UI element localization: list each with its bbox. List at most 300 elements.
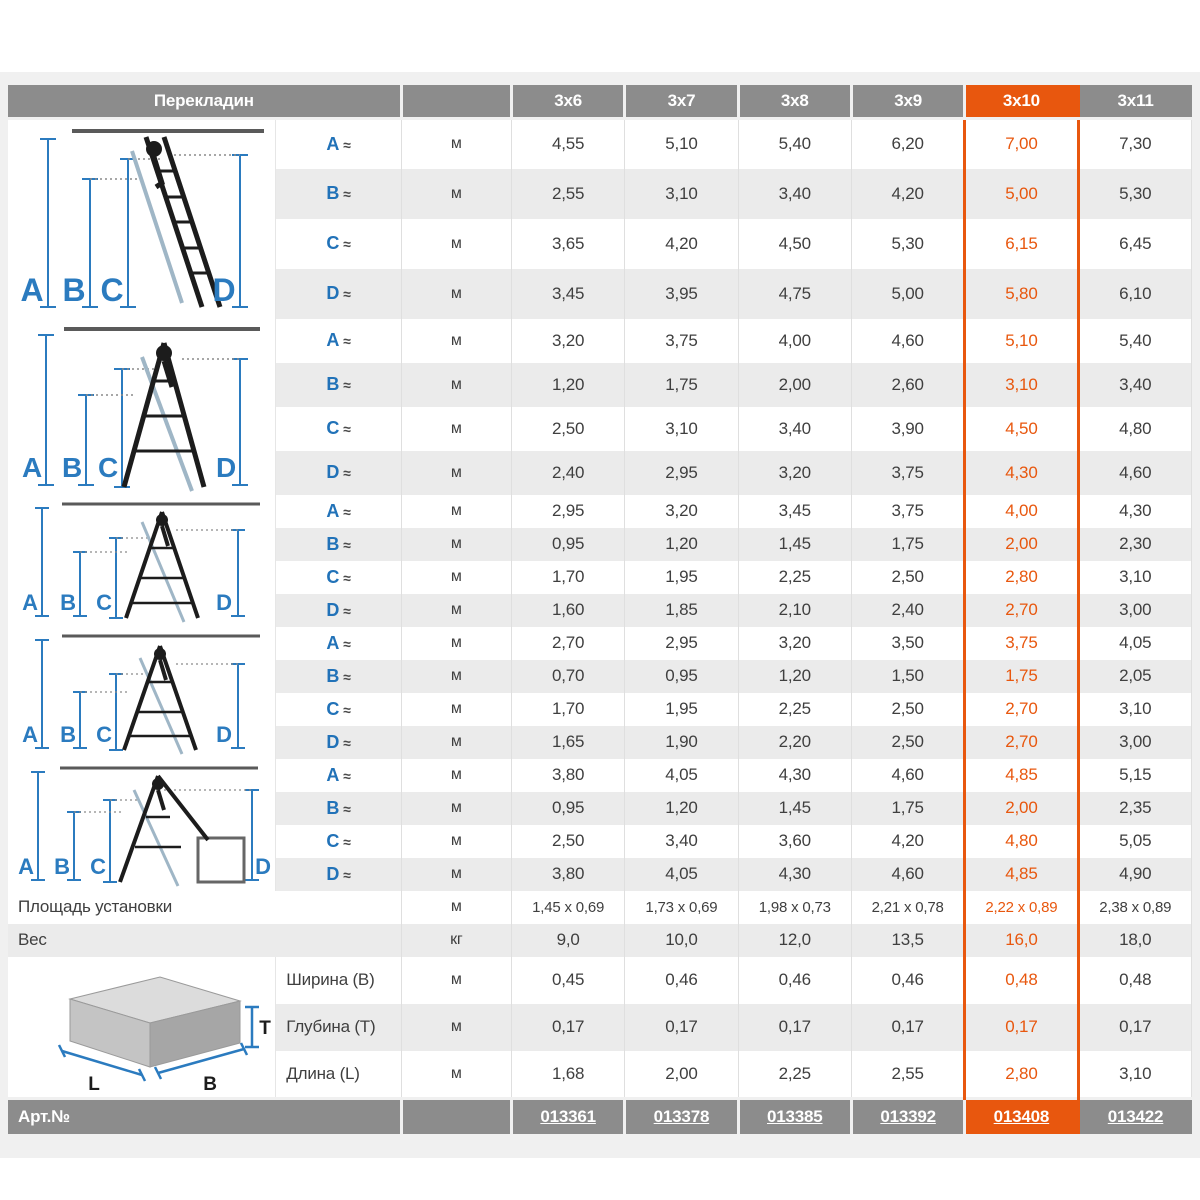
unit-label: м <box>401 792 511 825</box>
measure-letter-cell <box>276 119 401 169</box>
value-cell: 1,75 <box>851 528 964 561</box>
value-cell: 1,45 <box>738 792 851 825</box>
stepladder-diagram <box>12 498 272 624</box>
weight-row-label: Вес <box>8 924 401 957</box>
measure-letter: B <box>326 665 340 686</box>
measure-letter-cell <box>276 561 401 594</box>
value-cell: 1,20 <box>511 363 624 407</box>
diagram-label-c: C <box>97 451 118 483</box>
value-cell: 3,95 <box>625 269 738 319</box>
value-cell: 0,17 <box>738 1004 851 1051</box>
value-cell: 0,95 <box>511 528 624 561</box>
value-cell: 3,80 <box>511 759 624 792</box>
value-cell: 3,65 <box>511 219 624 269</box>
article-cell <box>511 1098 624 1134</box>
unit-label: м <box>401 627 511 660</box>
measure-letter: B <box>326 797 340 818</box>
value-cell: 4,05 <box>1078 627 1191 660</box>
value-cell: 4,30 <box>738 759 851 792</box>
value-cell: 0,95 <box>625 660 738 693</box>
unit-label: м <box>401 219 511 269</box>
value-cell: 2,50 <box>851 726 964 759</box>
stepladder-on-box-diagram <box>12 762 272 888</box>
diagram-label-a: A <box>21 451 42 483</box>
approx-symbol: ≈ <box>343 186 351 202</box>
value-cell: 2,00 <box>965 792 1078 825</box>
value-cell: 10,0 <box>625 924 738 957</box>
dimension-row <box>8 957 1192 1004</box>
diagram-label-d: D <box>254 853 271 879</box>
diagram-label-a: A <box>17 853 34 879</box>
approx-symbol: ≈ <box>343 701 351 718</box>
package-label-t: T <box>258 1017 271 1039</box>
value-cell: 0,17 <box>965 1004 1078 1051</box>
value-cell: 3,45 <box>738 495 851 528</box>
value-cell: 1,73 x 0,69 <box>625 891 738 924</box>
header-row <box>8 85 1192 119</box>
value-cell: 0,17 <box>851 1004 964 1051</box>
unit-label: м <box>401 1051 511 1098</box>
unit-label: м <box>401 319 511 363</box>
value-cell: 16,0 <box>965 924 1078 957</box>
value-cell: 5,15 <box>1078 759 1191 792</box>
value-cell: 2,10 <box>738 594 851 627</box>
value-cell: 6,20 <box>851 119 964 169</box>
unit-label: м <box>401 594 511 627</box>
value-cell: 4,05 <box>625 858 738 891</box>
value-cell: 12,0 <box>738 924 851 957</box>
approx-symbol: ≈ <box>343 236 351 252</box>
value-cell: 1,75 <box>625 363 738 407</box>
value-cell: 1,20 <box>625 792 738 825</box>
value-cell: 0,17 <box>1078 1004 1191 1051</box>
unit-label: м <box>401 759 511 792</box>
header-size-3x11: 3x11 <box>1078 85 1191 119</box>
article-cell <box>625 1098 738 1134</box>
value-cell: 4,60 <box>1078 451 1191 495</box>
unit-label: м <box>401 957 511 1004</box>
value-cell: 5,10 <box>965 319 1078 363</box>
measure-letter-cell <box>276 169 401 219</box>
article-link[interactable]: 013378 <box>653 1106 710 1126</box>
value-cell: 4,80 <box>965 825 1078 858</box>
measure-letter-cell <box>276 451 401 495</box>
value-cell: 2,50 <box>851 693 964 726</box>
unit-label: м <box>401 451 511 495</box>
measure-letter-cell <box>276 792 401 825</box>
value-cell: 4,60 <box>851 319 964 363</box>
measure-letter: D <box>326 731 340 752</box>
value-cell: 1,70 <box>511 693 624 726</box>
measure-letter: C <box>326 418 340 438</box>
value-cell: 3,20 <box>625 495 738 528</box>
unit-label: м <box>401 407 511 451</box>
ladder-diagram-5 <box>8 759 276 891</box>
value-cell: 2,35 <box>1078 792 1191 825</box>
value-cell: 1,50 <box>851 660 964 693</box>
value-cell: 2,95 <box>511 495 624 528</box>
value-cell: 5,05 <box>1078 825 1191 858</box>
diagram-label-b: B <box>59 721 76 747</box>
value-cell: 1,75 <box>965 660 1078 693</box>
measure-letter-cell <box>276 726 401 759</box>
approx-symbol: ≈ <box>343 602 351 619</box>
approx-symbol: ≈ <box>343 377 351 393</box>
value-cell: 4,75 <box>738 269 851 319</box>
measure-row <box>8 759 1192 792</box>
value-cell: 4,50 <box>965 407 1078 451</box>
value-cell: 2,70 <box>965 594 1078 627</box>
value-cell: 2,20 <box>738 726 851 759</box>
diagram-label-a: A <box>20 272 44 309</box>
measure-letter-cell <box>276 219 401 269</box>
measure-row <box>8 119 1192 169</box>
value-cell: 4,60 <box>851 759 964 792</box>
unit-label: м <box>401 363 511 407</box>
value-cell: 3,90 <box>851 407 964 451</box>
measure-letter: C <box>326 830 340 851</box>
value-cell: 4,20 <box>851 825 964 858</box>
value-cell: 4,05 <box>625 759 738 792</box>
value-cell: 3,10 <box>965 363 1078 407</box>
value-cell: 4,00 <box>738 319 851 363</box>
value-cell: 2,00 <box>965 528 1078 561</box>
unit-label: м <box>401 528 511 561</box>
value-cell: 2,60 <box>851 363 964 407</box>
measure-letter: A <box>326 632 340 653</box>
value-cell: 3,10 <box>1078 693 1191 726</box>
approx-symbol: ≈ <box>343 833 351 850</box>
measure-letter-cell <box>276 693 401 726</box>
value-cell: 1,68 <box>511 1051 624 1098</box>
unit-label: м <box>401 269 511 319</box>
value-cell: 2,55 <box>851 1051 964 1098</box>
article-link[interactable]: 013361 <box>540 1106 596 1126</box>
value-cell: 6,45 <box>1078 219 1191 269</box>
article-cell <box>738 1098 851 1134</box>
value-cell: 3,10 <box>1078 561 1191 594</box>
measure-letter-cell <box>276 269 401 319</box>
diagram-label-d: D <box>215 721 232 747</box>
value-cell: 2,50 <box>511 407 624 451</box>
article-link[interactable]: 013408 <box>993 1106 1050 1126</box>
value-cell: 1,20 <box>625 528 738 561</box>
page-top-spacer <box>0 0 1200 72</box>
value-cell: 13,5 <box>851 924 964 957</box>
value-cell: 0,46 <box>851 957 964 1004</box>
value-cell: 4,85 <box>965 858 1078 891</box>
ladder-spec-table <box>8 85 1192 1134</box>
measure-letter: D <box>326 863 340 884</box>
approx-symbol: ≈ <box>343 734 351 751</box>
measure-letter: C <box>326 233 340 253</box>
value-cell: 2,22 x 0,89 <box>965 891 1078 924</box>
approx-symbol: ≈ <box>343 421 351 437</box>
value-cell: 4,60 <box>851 858 964 891</box>
approx-symbol: ≈ <box>343 668 351 685</box>
value-cell: 2,25 <box>738 1051 851 1098</box>
value-cell: 1,95 <box>625 693 738 726</box>
value-cell: 2,80 <box>965 561 1078 594</box>
ladder-diagram-2 <box>8 319 276 495</box>
unit-label: м <box>401 660 511 693</box>
unit-label: м <box>401 495 511 528</box>
table-panel <box>0 72 1200 1158</box>
value-cell: 0,45 <box>511 957 624 1004</box>
measure-letter-cell <box>276 363 401 407</box>
measure-letter: A <box>326 500 340 521</box>
value-cell: 4,30 <box>738 858 851 891</box>
approx-symbol: ≈ <box>343 536 351 553</box>
measure-letter-cell <box>276 319 401 363</box>
unit-label: м <box>401 561 511 594</box>
dimension-label: Длина (L) <box>276 1051 401 1098</box>
approx-symbol: ≈ <box>343 503 351 520</box>
package-label-b: B <box>202 1073 217 1095</box>
value-cell: 5,10 <box>625 119 738 169</box>
value-cell: 6,10 <box>1078 269 1191 319</box>
value-cell: 7,00 <box>965 119 1078 169</box>
approx-symbol: ≈ <box>343 333 351 349</box>
measure-letter-cell <box>276 858 401 891</box>
value-cell: 1,70 <box>511 561 624 594</box>
value-cell: 3,45 <box>511 269 624 319</box>
leaning-ladder-diagram <box>12 121 272 317</box>
unit-label: м <box>401 726 511 759</box>
value-cell: 2,00 <box>625 1051 738 1098</box>
value-cell: 2,25 <box>738 693 851 726</box>
value-cell: 5,40 <box>738 119 851 169</box>
value-cell: 18,0 <box>1078 924 1191 957</box>
value-cell: 4,50 <box>738 219 851 269</box>
value-cell: 2,80 <box>965 1051 1078 1098</box>
header-size-3x7: 3x7 <box>625 85 738 119</box>
value-cell: 2,05 <box>1078 660 1191 693</box>
stepladder-extension-diagram <box>12 321 272 493</box>
installation-area-row-label: Площадь установки <box>8 891 401 924</box>
value-cell: 3,50 <box>851 627 964 660</box>
value-cell: 4,20 <box>851 169 964 219</box>
approx-symbol: ≈ <box>343 800 351 817</box>
value-cell: 4,55 <box>511 119 624 169</box>
header-size-3x8: 3x8 <box>738 85 851 119</box>
value-cell: 4,30 <box>965 451 1078 495</box>
value-cell: 2,21 x 0,78 <box>851 891 964 924</box>
measure-letter-cell <box>276 660 401 693</box>
value-cell: 5,00 <box>851 269 964 319</box>
measure-letter-cell <box>276 594 401 627</box>
value-cell: 1,45 x 0,69 <box>511 891 624 924</box>
value-cell: 3,20 <box>738 627 851 660</box>
unit-label: м <box>401 169 511 219</box>
measure-letter: D <box>326 462 340 482</box>
measure-letter-cell <box>276 495 401 528</box>
value-cell: 7,30 <box>1078 119 1191 169</box>
diagram-label-b: B <box>62 272 86 309</box>
diagram-label-d: D <box>212 272 236 309</box>
measure-letter: D <box>326 599 340 620</box>
article-link[interactable]: 013385 <box>767 1106 823 1126</box>
value-cell: 0,48 <box>965 957 1078 1004</box>
diagram-label-c: C <box>100 272 124 309</box>
value-cell: 1,60 <box>511 594 624 627</box>
value-cell: 2,30 <box>1078 528 1191 561</box>
value-cell: 3,00 <box>1078 594 1191 627</box>
value-cell: 1,90 <box>625 726 738 759</box>
value-cell: 1,20 <box>738 660 851 693</box>
value-cell: 0,17 <box>511 1004 624 1051</box>
measure-letter: B <box>326 183 340 203</box>
value-cell: 3,40 <box>738 407 851 451</box>
measure-row <box>8 495 1192 528</box>
measure-letter: C <box>326 566 340 587</box>
measure-row <box>8 627 1192 660</box>
value-cell: 2,50 <box>851 561 964 594</box>
measure-letter: A <box>326 330 340 350</box>
diagram-label-b: B <box>59 589 76 615</box>
installation-area-row <box>8 891 1192 924</box>
approx-symbol: ≈ <box>343 635 351 652</box>
value-cell: 3,60 <box>738 825 851 858</box>
article-link[interactable]: 013422 <box>1107 1106 1164 1126</box>
article-cell <box>851 1098 964 1134</box>
dimension-label: Глубина (T) <box>276 1004 401 1051</box>
value-cell: 3,20 <box>511 319 624 363</box>
approx-symbol: ≈ <box>343 866 351 883</box>
value-cell: 3,10 <box>1078 1051 1191 1098</box>
approx-symbol: ≈ <box>343 136 351 153</box>
value-cell: 0,46 <box>625 957 738 1004</box>
ladder-diagram-4 <box>8 627 276 759</box>
value-cell: 3,10 <box>625 407 738 451</box>
value-cell: 2,95 <box>625 627 738 660</box>
unit-label: кг <box>401 924 511 957</box>
value-cell: 5,80 <box>965 269 1078 319</box>
value-cell: 2,55 <box>511 169 624 219</box>
value-cell: 0,70 <box>511 660 624 693</box>
value-cell: 3,75 <box>851 451 964 495</box>
ladder-diagram-1 <box>8 119 276 319</box>
unit-label: м <box>401 693 511 726</box>
value-cell: 2,40 <box>511 451 624 495</box>
stepladder-diagram <box>12 630 272 756</box>
measure-letter-cell <box>276 528 401 561</box>
article-link[interactable]: 013392 <box>880 1106 936 1126</box>
value-cell: 2,70 <box>511 627 624 660</box>
value-cell: 5,30 <box>851 219 964 269</box>
value-cell: 3,10 <box>625 169 738 219</box>
measure-letter-cell <box>276 759 401 792</box>
value-cell: 1,45 <box>738 528 851 561</box>
value-cell: 4,90 <box>1078 858 1191 891</box>
diagram-label-c: C <box>95 589 112 615</box>
header-size-3x9: 3x9 <box>851 85 964 119</box>
diagram-label-b: B <box>61 451 82 483</box>
value-cell: 1,65 <box>511 726 624 759</box>
value-cell: 2,40 <box>851 594 964 627</box>
unit-label: м <box>401 119 511 169</box>
value-cell: 2,70 <box>965 726 1078 759</box>
value-cell: 1,98 x 0,73 <box>738 891 851 924</box>
value-cell: 5,30 <box>1078 169 1191 219</box>
article-cell <box>965 1098 1078 1134</box>
value-cell: 4,85 <box>965 759 1078 792</box>
unit-label: м <box>401 891 511 924</box>
value-cell: 4,00 <box>965 495 1078 528</box>
value-cell: 2,25 <box>738 561 851 594</box>
value-cell: 3,00 <box>1078 726 1191 759</box>
value-cell: 5,00 <box>965 169 1078 219</box>
footer-unit-spacer <box>401 1098 511 1134</box>
value-cell: 3,80 <box>511 858 624 891</box>
ladder-diagram-3 <box>8 495 276 627</box>
value-cell: 6,15 <box>965 219 1078 269</box>
value-cell: 0,95 <box>511 792 624 825</box>
diagram-label-a: A <box>21 721 38 747</box>
approx-symbol: ≈ <box>343 465 351 481</box>
measure-letter: C <box>326 698 340 719</box>
value-cell: 2,70 <box>965 693 1078 726</box>
header-unit-spacer <box>401 85 511 119</box>
value-cell: 2,38 x 0,89 <box>1078 891 1191 924</box>
measure-row <box>8 319 1192 363</box>
folded-package-diagram <box>12 957 272 1097</box>
diagram-label-d: D <box>215 451 236 483</box>
value-cell: 0,17 <box>625 1004 738 1051</box>
value-cell: 4,30 <box>1078 495 1191 528</box>
value-cell: 4,80 <box>1078 407 1191 451</box>
approx-symbol: ≈ <box>343 767 351 784</box>
unit-label: м <box>401 1004 511 1051</box>
measure-letter: B <box>326 374 340 394</box>
value-cell: 3,40 <box>1078 363 1191 407</box>
value-cell: 3,75 <box>625 319 738 363</box>
value-cell: 9,0 <box>511 924 624 957</box>
diagram-label-b: B <box>53 853 70 879</box>
article-row <box>8 1098 1192 1134</box>
measure-letter-cell <box>276 825 401 858</box>
diagram-label-c: C <box>95 721 112 747</box>
value-cell: 1,85 <box>625 594 738 627</box>
value-cell: 3,75 <box>965 627 1078 660</box>
value-cell: 3,40 <box>625 825 738 858</box>
value-cell: 2,95 <box>625 451 738 495</box>
weight-row <box>8 924 1192 957</box>
value-cell: 1,95 <box>625 561 738 594</box>
article-row-label: Арт.№ <box>8 1098 401 1134</box>
value-cell: 0,46 <box>738 957 851 1004</box>
diagram-label-d: D <box>215 589 232 615</box>
measure-letter: D <box>326 283 340 303</box>
value-cell: 2,50 <box>511 825 624 858</box>
value-cell: 1,75 <box>851 792 964 825</box>
unit-label: м <box>401 858 511 891</box>
approx-symbol: ≈ <box>343 569 351 586</box>
value-cell: 5,40 <box>1078 319 1191 363</box>
value-cell: 3,20 <box>738 451 851 495</box>
header-size-3x10: 3x10 <box>965 85 1078 119</box>
header-rungs-title: Перекладин <box>8 85 401 119</box>
value-cell: 4,20 <box>625 219 738 269</box>
measure-letter-cell <box>276 407 401 451</box>
value-cell: 3,75 <box>851 495 964 528</box>
diagram-label-a: A <box>21 589 38 615</box>
diagram-label-c: C <box>89 853 106 879</box>
measure-letter: A <box>326 133 340 154</box>
unit-label: м <box>401 825 511 858</box>
value-cell: 2,00 <box>738 363 851 407</box>
measure-letter-cell <box>276 627 401 660</box>
